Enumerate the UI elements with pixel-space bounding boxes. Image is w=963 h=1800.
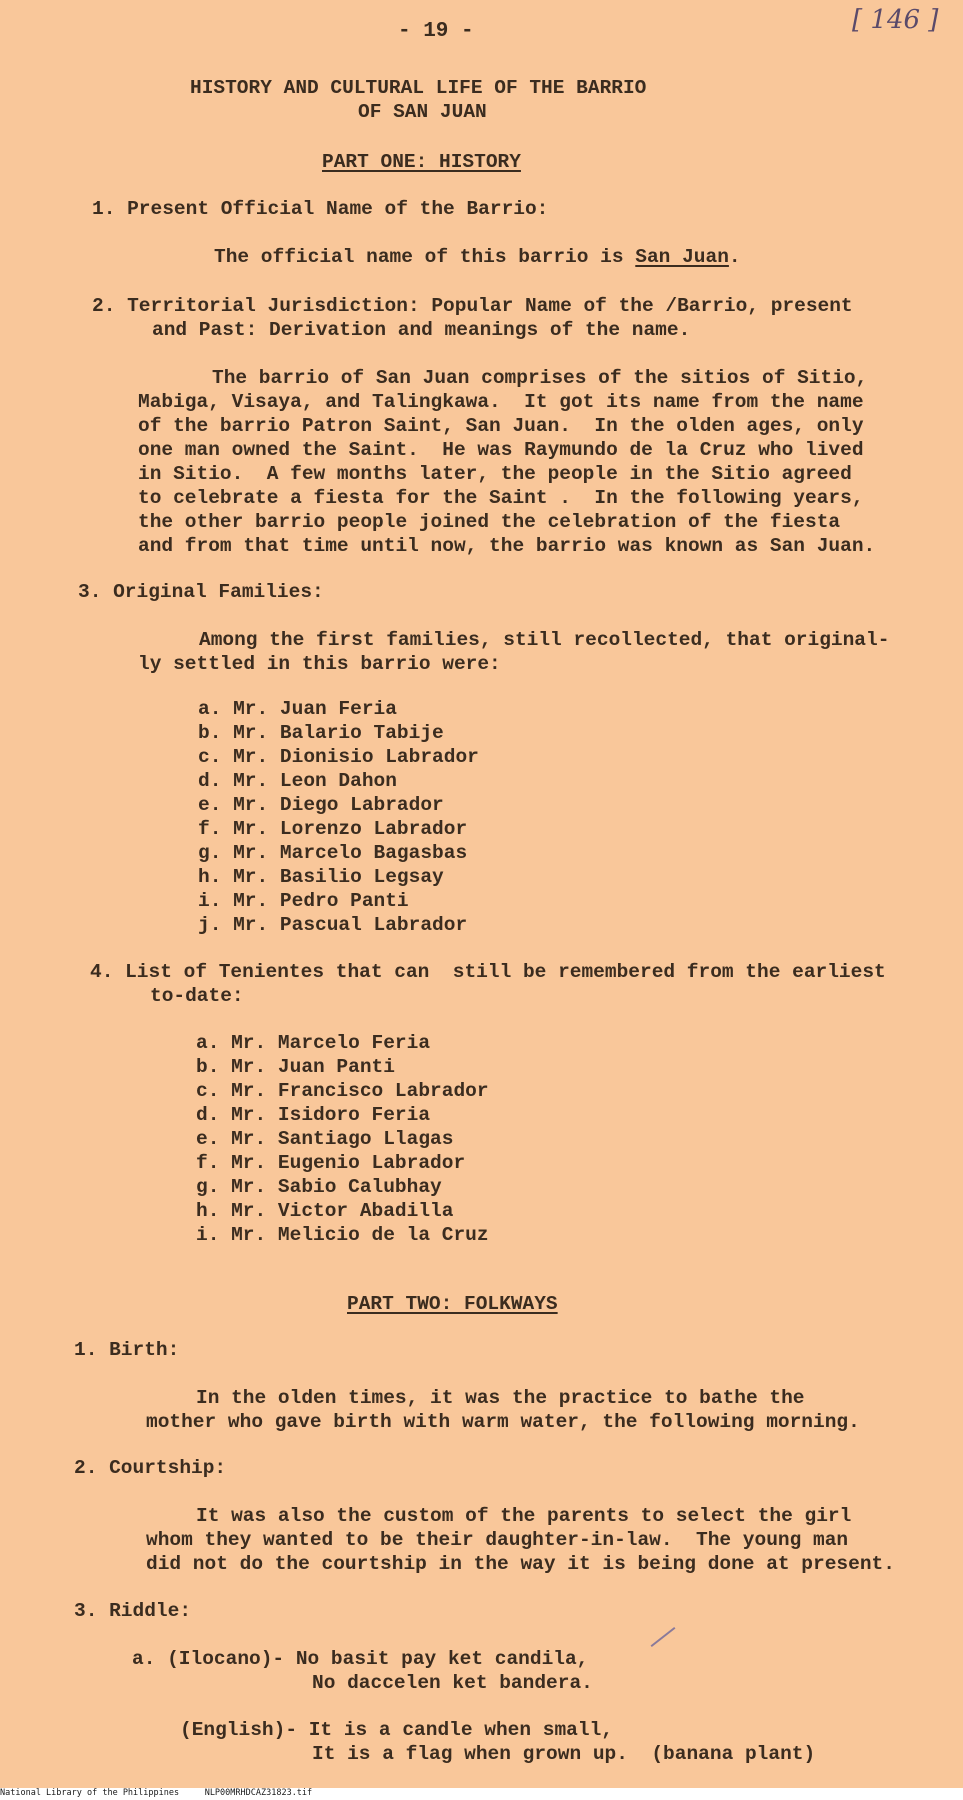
family-item: f. Mr. Lorenzo Labrador bbox=[198, 818, 468, 840]
part-one-heading: PART ONE: HISTORY bbox=[322, 151, 521, 173]
folkway-2-line: did not do the courtship in the way it is being done at present. bbox=[146, 1553, 895, 1575]
family-item: d. Mr. Leon Dahon bbox=[198, 770, 397, 792]
section-3-heading: 3. Original Families: bbox=[78, 581, 324, 603]
folkway-1-line: In the olden times, it was the practice to bathe the bbox=[196, 1387, 805, 1409]
document-title-line-2: OF SAN JUAN bbox=[358, 101, 487, 123]
teniente-item: i. Mr. Melicio de la Cruz bbox=[196, 1224, 489, 1246]
teniente-item: b. Mr. Juan Panti bbox=[196, 1056, 395, 1078]
folkway-1-heading: 1. Birth: bbox=[74, 1339, 180, 1361]
family-item: a. Mr. Juan Feria bbox=[198, 698, 397, 720]
section-2-para-line: one man owned the Saint. He was Raymundo de la Cruz who lived bbox=[138, 439, 864, 461]
section-2-para-line: Mabiga, Visaya, and Talingkawa. It got its name from the name bbox=[138, 391, 864, 413]
section-3-intro-line-2: ly settled in this barrio were: bbox=[138, 653, 501, 675]
section-3-intro-line-1: Among the first families, still recollected, that original- bbox=[199, 629, 890, 651]
family-item: h. Mr. Basilio Legsay bbox=[198, 866, 444, 888]
folkway-1-line: mother who gave birth with warm water, the following morning. bbox=[146, 1411, 860, 1433]
family-item: j. Mr. Pascual Labrador bbox=[198, 914, 468, 936]
section-2-heading-line-1: 2. Territorial Jurisdiction: Popular Name of the /Barrio, present bbox=[92, 295, 853, 317]
footer-caption: National Library of the Philippines NLP00MRHDCAZ31823.tif bbox=[0, 1788, 963, 1800]
section-2-heading-line-2: and Past: Derivation and meanings of the name. bbox=[152, 319, 691, 341]
section-4-heading-line-2: to-date: bbox=[150, 985, 244, 1007]
folkway-3-heading: 3. Riddle: bbox=[74, 1600, 192, 1622]
section-2-para-line: and from that time until now, the barrio was known as San Juan. bbox=[138, 535, 876, 557]
teniente-item: f. Mr. Eugenio Labrador bbox=[196, 1152, 466, 1174]
folkway-2-line: whom they wanted to be their daughter-in-law. The young man bbox=[146, 1529, 849, 1551]
barrio-name: San Juan bbox=[635, 246, 729, 268]
section-4-heading-line-1: 4. List of Tenientes that can still be remembered from the earliest bbox=[90, 961, 886, 983]
family-item: c. Mr. Dionisio Labrador bbox=[198, 746, 479, 768]
document-title-line-1: HISTORY AND CULTURAL LIFE OF THE BARRIO bbox=[190, 77, 647, 99]
section-2-para-line: in Sitio. A few months later, the people in the Sitio agreed bbox=[138, 463, 852, 485]
archive-number: [ 146 ] bbox=[852, 5, 939, 35]
part-two-heading: PART TWO: FOLKWAYS bbox=[347, 1293, 558, 1315]
check-mark-icon bbox=[651, 1627, 676, 1647]
section-1-heading: 1. Present Official Name of the Barrio: bbox=[92, 198, 549, 220]
section-2-para-line: of the barrio Patron Saint, San Juan. In the olden ages, only bbox=[138, 415, 864, 437]
section-2-para-line: to celebrate a fiesta for the Saint . In the following years, bbox=[138, 487, 864, 509]
teniente-item: d. Mr. Isidoro Feria bbox=[196, 1104, 431, 1126]
riddle-ilocano-line-1: a. (Ilocano)- No basit pay ket candila, bbox=[132, 1648, 589, 1670]
riddle-english-line-2: It is a flag when grown up. (banana plant) bbox=[312, 1743, 816, 1765]
teniente-item: h. Mr. Victor Abadilla bbox=[196, 1200, 454, 1222]
teniente-item: g. Mr. Sabio Calubhay bbox=[196, 1176, 442, 1198]
folkway-2-heading: 2. Courtship: bbox=[74, 1457, 227, 1479]
riddle-english-line-1: (English)- It is a candle when small, bbox=[180, 1719, 613, 1741]
teniente-item: e. Mr. Santiago Llagas bbox=[196, 1128, 454, 1150]
family-item: b. Mr. Balario Tabije bbox=[198, 722, 444, 744]
family-item: i. Mr. Pedro Panti bbox=[198, 890, 409, 912]
page-number: - 19 - bbox=[398, 20, 474, 43]
folkway-2-line: It was also the custom of the parents to select the girl bbox=[196, 1505, 852, 1527]
riddle-ilocano-line-2: No daccelen ket bandera. bbox=[312, 1672, 593, 1694]
teniente-item: c. Mr. Francisco Labrador bbox=[196, 1080, 489, 1102]
family-item: e. Mr. Diego Labrador bbox=[198, 794, 444, 816]
teniente-item: a. Mr. Marcelo Feria bbox=[196, 1032, 431, 1054]
section-2-para-line: The barrio of San Juan comprises of the sitios of Sitio, bbox=[212, 367, 868, 389]
section-2-para-line: the other barrio people joined the celebration of the fiesta bbox=[138, 511, 841, 533]
section-1-text: The official name of this barrio is San Juan. bbox=[214, 246, 741, 268]
family-item: g. Mr. Marcelo Bagasbas bbox=[198, 842, 468, 864]
